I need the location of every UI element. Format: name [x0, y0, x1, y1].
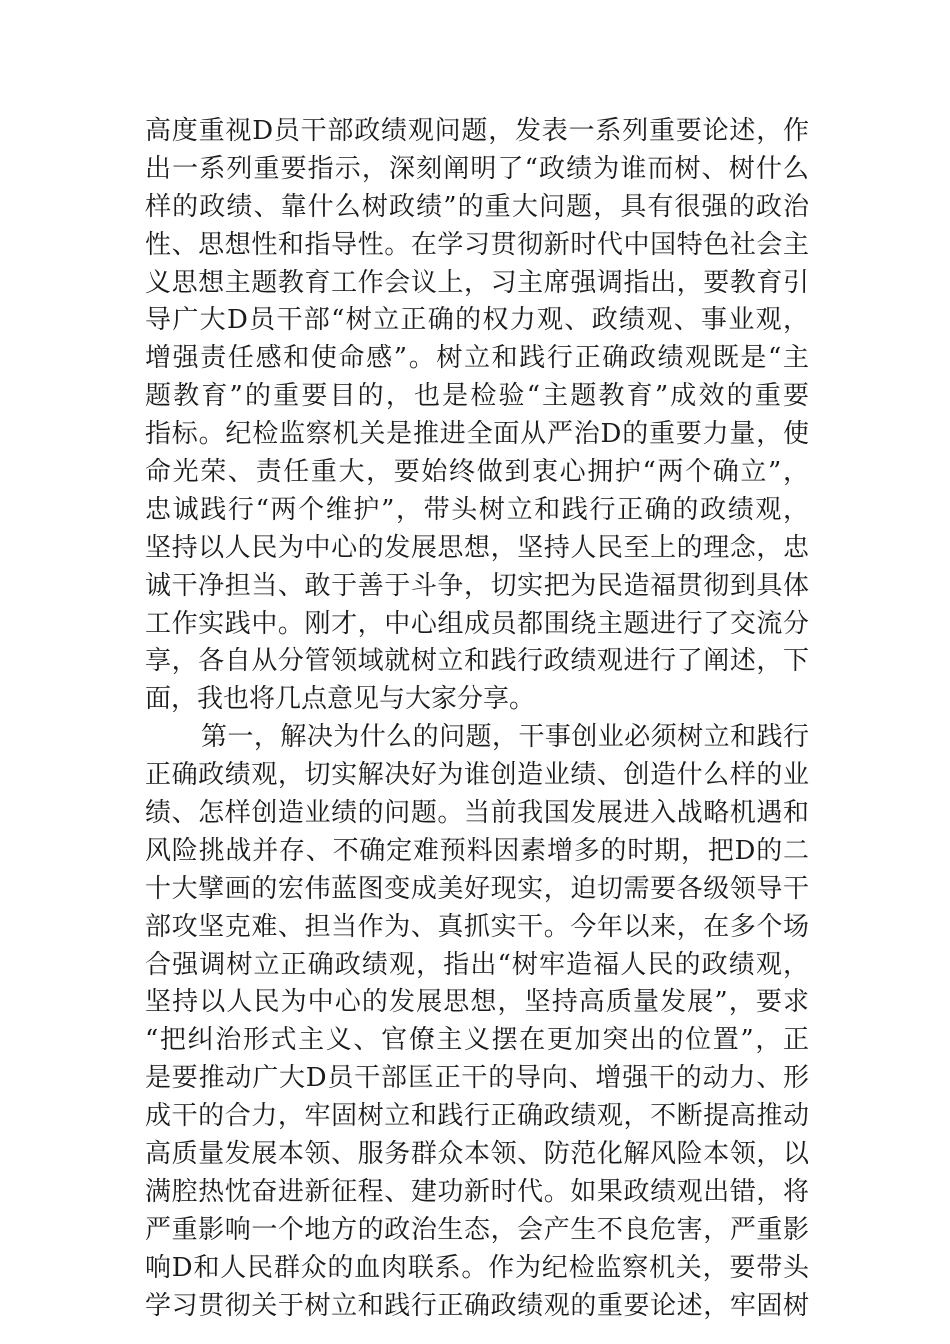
text-line: 合强调树立正确政绩观，指出“树牢造福人民的政绩观，: [145, 949, 809, 980]
body-text: [145, 113, 809, 1326]
text-line: 绩、怎样创造业绩的问题。当前我国发展进入战略机遇和: [145, 798, 809, 829]
text-line: 义思想主题教育工作会议上，习主席强调指出，要教育引: [145, 267, 809, 298]
text-line: 风险挑战并存、不确定难预料因素增多的时期，把D的二: [145, 835, 809, 866]
text-line: 响D和人民群众的血肉联系。作为纪检监察机关，要带头: [145, 1252, 809, 1283]
paragraph-1: [145, 113, 809, 719]
text-line: 学习贯彻关于树立和践行正确政绩观的重要论述，牢固树: [145, 1290, 809, 1321]
text-line: 第一，解决为什么的问题，干事创业必须树立和践行: [201, 722, 809, 753]
text-line: 高质量发展本领、服务群众本领、防范化解风险本领，以: [145, 1139, 809, 1170]
text-line: “把纠治形式主义、官僚主义摆在更加突出的位置”，正: [145, 1025, 809, 1056]
text-line: 满腔热忱奋进新征程、建功新时代。如果政绩观出错，将: [145, 1176, 809, 1207]
text-line: 命光荣、责任重大，要始终做到衷心拥护“两个确立”，: [145, 457, 809, 488]
text-line: 诚干净担当、敢于善于斗争，切实把为民造福贯彻到具体: [145, 570, 809, 601]
text-line: 面，我也将几点意见与大家分享。: [145, 684, 536, 715]
text-line: 样的政绩、靠什么树政绩”的重大问题，具有很强的政治: [145, 191, 809, 222]
text-line: 出一系列重要指示，深刻阐明了“政绩为谁而树、树什么: [145, 153, 809, 184]
text-line: 正确政绩观，切实解决好为谁创造业绩、创造什么样的业: [145, 760, 809, 791]
text-line: 增强责任感和使命感”。树立和践行正确政绩观既是“主: [145, 343, 809, 374]
text-line: 坚持以人民为中心的发展思想，坚持高质量发展”，要求: [145, 987, 809, 1018]
text-line: 是要推动广大D员干部匡正干的导向、增强干的动力、形: [145, 1063, 809, 1094]
paragraph-2: [145, 719, 809, 1325]
text-line: 部攻坚克难、担当作为、真抓实干。今年以来，在多个场: [145, 911, 809, 942]
text-line: 十大擘画的宏伟蓝图变成美好现实，迫切需要各级领导干: [145, 873, 809, 904]
text-line: 高度重视D员干部政绩观问题，发表一系列重要论述，作: [145, 116, 809, 146]
text-line: 享，各自从分管领域就树立和践行政绩观进行了阐述，下: [145, 646, 809, 677]
text-line: 性、思想性和指导性。在学习贯彻新时代中国特色社会主: [145, 229, 809, 260]
text-line: 忠诚践行“两个维护”，带头树立和践行正确的政绩观，: [145, 494, 809, 525]
text-line: 坚持以人民为中心的发展思想，坚持人民至上的理念，忠: [145, 532, 809, 563]
text-line: 导广大D员干部“树立正确的权力观、政绩观、事业观，: [145, 305, 809, 336]
text-line: 工作实践中。刚才，中心组成员都围绕主题进行了交流分: [145, 608, 809, 639]
text-line: 指标。纪检监察机关是推进全面从严治D的重要力量，使: [145, 419, 809, 450]
text-line: 成干的合力，牢固树立和践行正确政绩观，不断提高推动: [145, 1101, 809, 1132]
text-line: 题教育”的重要目的，也是检验“主题教育”成效的重要: [145, 381, 809, 412]
text-line: 严重影响一个地方的政治生态，会产生不良危害，严重影: [145, 1214, 809, 1245]
